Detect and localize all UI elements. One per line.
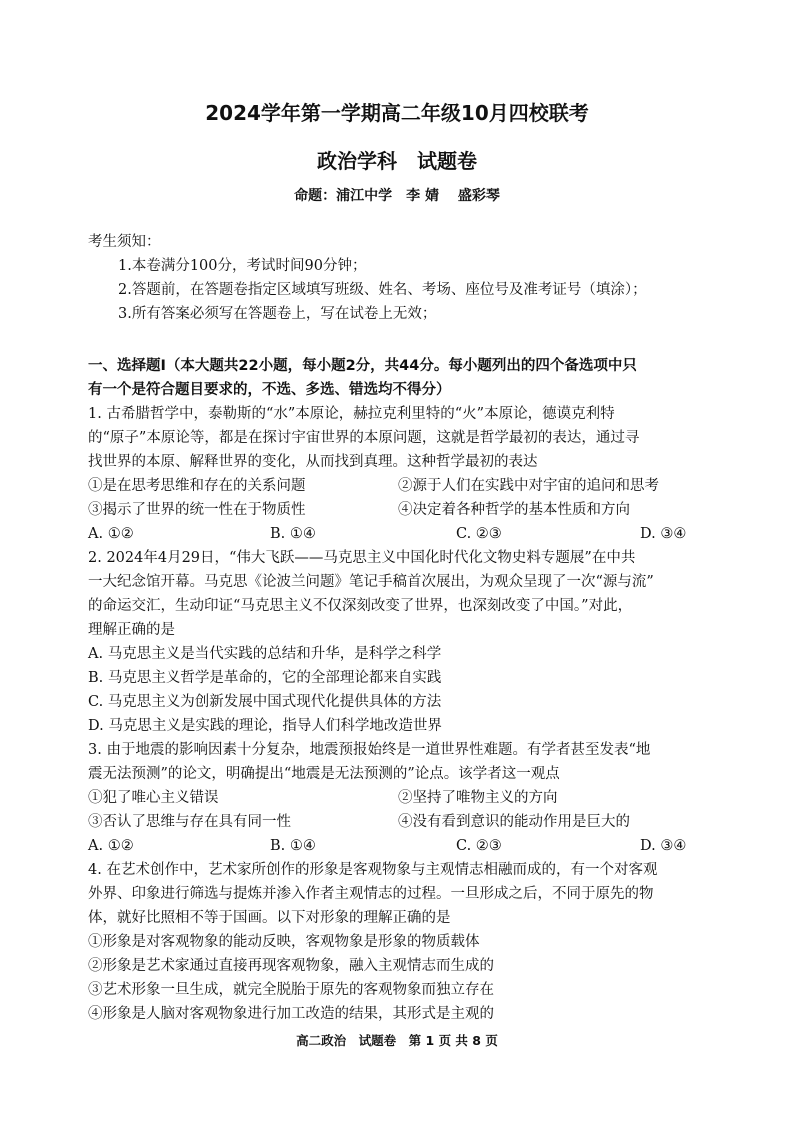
section-heading: 有一个是符合题目要求的，不选、多选、错选均不得分） xyxy=(88,382,451,398)
q4-statement: ③艺术形象一旦生成，就完全脱胎于原先的客观物象而独立存在 xyxy=(88,982,494,998)
notice-item: 1.本卷满分100分，考试时间90分钟； xyxy=(118,258,367,274)
question-3-text: 3. 由于地震的影响因素十分复杂，地震预报始终是一道世界性难题。有学者甚至发表“地 xyxy=(88,742,651,758)
notice-heading: 考生须知： xyxy=(88,234,161,250)
q1-statement: ④决定着各种哲学的基本性质和方向 xyxy=(398,502,630,518)
authors-line: 命题：浦江中学 李 婧 盛彩琴 xyxy=(294,188,500,204)
question-1-text: 找世界的本原、解释世界的变化，从而找到真理。这种哲学最初的表达 xyxy=(88,454,538,470)
q2-choice-d: D. 马克思主义是实践的理论，指导人们科学地改造世界 xyxy=(88,718,442,734)
q3-statement: ②坚持了唯物主义的方向 xyxy=(398,790,558,806)
q4-statement: ②形象是艺术家通过直接再现客观物象，融入主观情志而生成的 xyxy=(88,958,494,974)
q3-statement: ①犯了唯心主义错误 xyxy=(88,790,219,806)
question-4-text: 体，就好比照相不等于国画。以下对形象的理解正确的是 xyxy=(88,910,451,926)
q3-choice-c: C. ②③ xyxy=(456,838,502,854)
q3-choice-a: A. ①② xyxy=(88,838,134,854)
q3-statement: ③否认了思维与存在具有同一性 xyxy=(88,814,291,830)
q2-choice-c: C. 马克思主义为创新发展中国式现代化提供具体的方法 xyxy=(88,694,442,710)
question-4-text: 外界、印象进行筛选与提炼并渗入作者主观情志的过程。一旦形成之后，不同于原先的物 xyxy=(88,886,654,902)
question-3-text: 震无法预测”的论文，明确提出“地震是无法预测的”论点。该学者这一观点 xyxy=(88,766,560,782)
question-2-text: 理解正确的是 xyxy=(88,622,175,638)
notice-item: 2.答题前，在答题卷指定区域填写班级、姓名、考场、座位号及准考证号（填涂）； xyxy=(118,282,647,298)
question-2-text: 2. 2024年4月29日，“伟大飞跃——马克思主义中国化时代化文物史料专题展”在中共 xyxy=(88,550,636,566)
q2-choice-b: B. 马克思主义哲学是革命的，它的全部理论都来自实践 xyxy=(88,670,442,686)
question-4-text: 4. 在艺术创作中，艺术家所创作的形象是客观物象与主观情志相融而成的，有一个对客观 xyxy=(88,862,658,878)
page-footer: 高二政治 试题卷 第 1 页 共 8 页 xyxy=(296,1033,498,1048)
exam-title: 2024学年第一学期高二年级10月四校联考 xyxy=(205,101,589,125)
q1-choice-d: D. ③④ xyxy=(640,526,687,542)
question-2-text: 一大纪念馆开幕。马克思《论波兰问题》笔记手稿首次展出，为观众呈现了一次“源与流” xyxy=(88,574,654,590)
q2-choice-a: A. 马克思主义是当代实践的总结和升华，是科学之科学 xyxy=(88,646,442,662)
q1-statement: ③揭示了世界的统一性在于物质性 xyxy=(88,502,306,518)
q3-statement: ④没有看到意识的能动作用是巨大的 xyxy=(398,814,630,830)
subject-title: 政治学科 试题卷 xyxy=(317,149,477,173)
q1-choice-c: C. ②③ xyxy=(456,526,502,542)
question-2-text: 的命运交汇，生动印证“马克思主义不仅深刻改变了世界，也深刻改变了中国。”对此， xyxy=(88,598,633,614)
q1-statement: ②源于人们在实践中对宇宙的追问和思考 xyxy=(398,478,659,494)
question-1-text: 的“原子”本原论等，都是在探讨宇宙世界的本原问题，这就是哲学最初的表达，通过寻 xyxy=(88,430,640,446)
q1-choice-a: A. ①② xyxy=(88,526,134,542)
q4-statement: ①形象是对客观物象的能动反映，客观物象是形象的物质载体 xyxy=(88,934,480,950)
q3-choice-d: D. ③④ xyxy=(640,838,687,854)
q1-choice-b: B. ①④ xyxy=(270,526,316,542)
q4-statement: ④形象是人脑对客观物象进行加工改造的结果，其形式是主观的 xyxy=(88,1006,494,1022)
q1-statement: ①是在思考思维和存在的关系问题 xyxy=(88,478,306,494)
section-heading: 一、选择题Ⅰ（本大题共22小题，每小题2分，共44分。每小题列出的四个备选项中只 xyxy=(88,358,637,374)
q3-choice-b: B. ①④ xyxy=(270,838,316,854)
notice-item: 3.所有答案必须写在答题卷上，写在试卷上无效； xyxy=(118,306,437,322)
question-1-text: 1. 古希腊哲学中，泰勒斯的“水”本原论，赫拉克利里特的“火”本原论，德谟克利特 xyxy=(88,406,615,422)
